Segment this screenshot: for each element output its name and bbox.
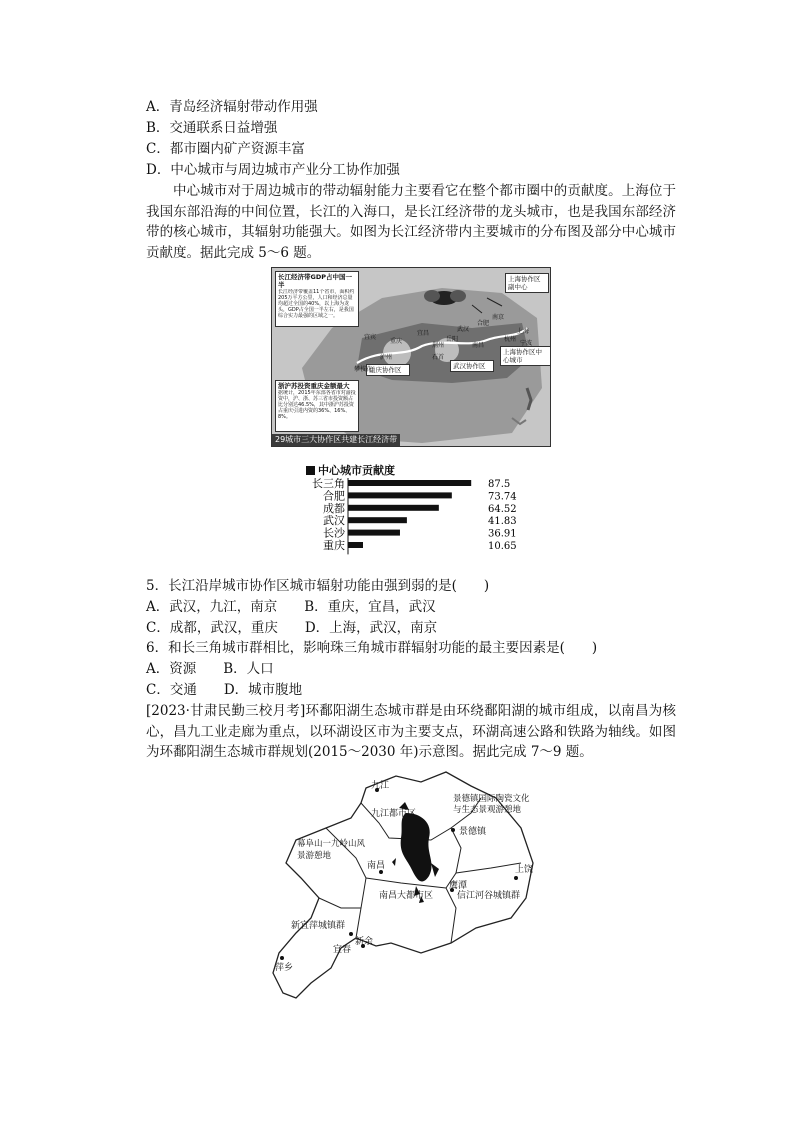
label-chongqing: 重庆: [390, 338, 403, 345]
poyang-map-figure: [271, 768, 541, 1000]
investment-info-title: 浙沪苏投资重庆金额最大: [278, 382, 350, 390]
gdp-info-box: [275, 271, 359, 327]
question-5-options-ab: A．武汉，九江，南京 B．重庆，宜昌，武汉: [146, 599, 436, 615]
label-shishou: 石首: [432, 354, 445, 361]
investment-info-text: 据统计，2015年东部各省市对渝投资中，沪、浙、苏三省市投资额占比分别达46.5%，其中浙沪苏投资占重庆引进内资的36%、16%、8%。: [278, 390, 356, 420]
intro-paragraph-1: 中心城市对于周边城市的带动辐射能力主要看它在整个都市圈中的贡献度。上海位于我国东部沿海的中间位置，长江的入海口，是长江经济带的龙头城市，也是我国东部经济带的核心城市，其辐射功能强大。如图为长江经济带内主要城市的分布图及部分中心城市贡献度。据此完成 5～6 题。: [146, 183, 676, 261]
question-6-options-ab: A．资源 B．人口: [146, 661, 274, 677]
q4-option-c: C．都市圈内矿产资源丰富: [146, 141, 305, 157]
label-hangzhou: 杭州: [504, 336, 517, 343]
label-shangrao: 上饶: [515, 865, 534, 875]
bar-value-label: 36.91: [488, 528, 517, 540]
question-5: 5．长江沿岸城市协作区城市辐射功能由强到弱的是( ): [146, 578, 490, 594]
label-jiujiang: 九江: [371, 781, 390, 791]
bar-category-label: 长沙: [323, 526, 345, 540]
bar-value-label: 87.5: [488, 479, 511, 490]
q4-option-d: D．中心城市与周边城市产业分工协作加强: [146, 162, 400, 178]
label-mufushan-scenic: 幕阜山一九岭山风景游憩地: [297, 839, 366, 861]
bar: [348, 542, 363, 548]
label-shanghai: 上海: [517, 328, 530, 335]
label-wuhan: 武汉: [457, 326, 470, 333]
label-jiujiang-metro: 九江都市区: [371, 809, 417, 819]
question-6: 6．和长三角城市群相比，影响珠三角城市群辐射功能的最主要因素是( ): [146, 640, 598, 656]
label-xinyiping-towns: 新宜萍城镇群: [291, 921, 346, 931]
label-jingzhou: 荆州: [432, 342, 445, 349]
label-nanchang: 南昌: [472, 342, 485, 349]
label-panzhihua: 攀枝花: [354, 366, 373, 373]
bar-category-label: 合肥: [323, 489, 345, 503]
bar-category-label: 重庆: [323, 539, 345, 552]
label-jingdezhen-scenic: 景德镇国际陶瓷文化与生态景观游憩地: [453, 794, 530, 815]
bar: [348, 517, 407, 523]
bar-chart-title-text: 中心城市贡献度: [318, 464, 395, 477]
bar: [348, 480, 471, 486]
gdp-info-text: 长江经济带覆盖11个省市，面积约205万平方公里，人口和经济总量均超过全国的40%，以上海为龙头，GDP占全国一半左右，是我国综合实力最强的区域之一。: [278, 289, 355, 319]
label-yibin: 宜宾: [364, 334, 377, 341]
q4-option-b: B．交通联系日益增强: [146, 120, 278, 136]
label-yueyang: 岳阳: [446, 336, 459, 343]
label-nanjing: 南京: [492, 314, 505, 321]
label-yichang: 宜昌: [417, 330, 430, 337]
shanghai-center-label: 上海协作区中心城市: [500, 346, 551, 366]
yangtze-map-figure: [271, 267, 551, 447]
label-ningbo: 宁波: [520, 340, 533, 347]
label-xinyu: 新余: [355, 937, 374, 947]
question-6-options-cd: C．交通 D．城市腹地: [146, 682, 303, 698]
q4-option-a: A．青岛经济辐射带动作用强: [146, 99, 318, 115]
investment-info-box: [275, 380, 359, 432]
bar-category-label: 成都: [323, 501, 345, 515]
intro-paragraph-2: [2023·甘肃民勤三校月考]环鄱阳湖生态城市群是由环绕鄱阳湖的城市组成，以南昌为核心，昌九工业走廊为重点，以环湖设区市为主要支点，环湖高速公路和铁路为轴线。如图为环鄱阳湖生态城市群规划(2015～2030 年)示意图。据此完成 7～9 题。: [146, 703, 676, 761]
bar-value-label: 10.65: [488, 541, 517, 552]
bar-category-label: 长三角: [312, 478, 345, 490]
bar-category-label: 武汉: [323, 514, 345, 528]
label-yichun: 宜春: [333, 945, 352, 955]
map-caption: 29城市三大协作区共建长江经济带: [272, 434, 400, 446]
bar-value-label: 73.74: [488, 491, 517, 503]
label-xinjiang-towns: 信江河谷城镇群: [457, 891, 521, 901]
label-nanchang: 南昌: [367, 861, 386, 871]
label-jingdezhen: 景德镇: [459, 827, 487, 837]
label-pingxiang: 萍乡: [275, 963, 294, 973]
bar: [348, 492, 452, 498]
bar-chart-title: [306, 462, 395, 478]
bar: [348, 505, 439, 511]
label-yingtan: 鹰潭: [449, 881, 468, 891]
bar: [348, 530, 400, 536]
contribution-bar-chart: [300, 478, 520, 556]
chongqing-zone-label: 重庆协作区: [366, 364, 410, 376]
bar-value-label: 41.83: [488, 516, 517, 528]
bar-value-label: 64.52: [488, 503, 517, 515]
title-square-icon: [306, 466, 315, 475]
question-5-options-cd: C．成都，武汉，重庆 D．上海，武汉，南京: [146, 620, 438, 636]
label-nanchang-metro: 南昌大都市区: [379, 891, 434, 901]
wuhan-zone-label: 武汉协作区: [450, 360, 494, 372]
label-hefei: 合肥: [477, 320, 490, 327]
shanghai-sub-center-label: 上海协作区副中心: [505, 273, 549, 293]
label-luzhou: 泸州: [380, 354, 393, 361]
gdp-info-title: 长江经济带GDP占中国一半: [278, 273, 352, 289]
